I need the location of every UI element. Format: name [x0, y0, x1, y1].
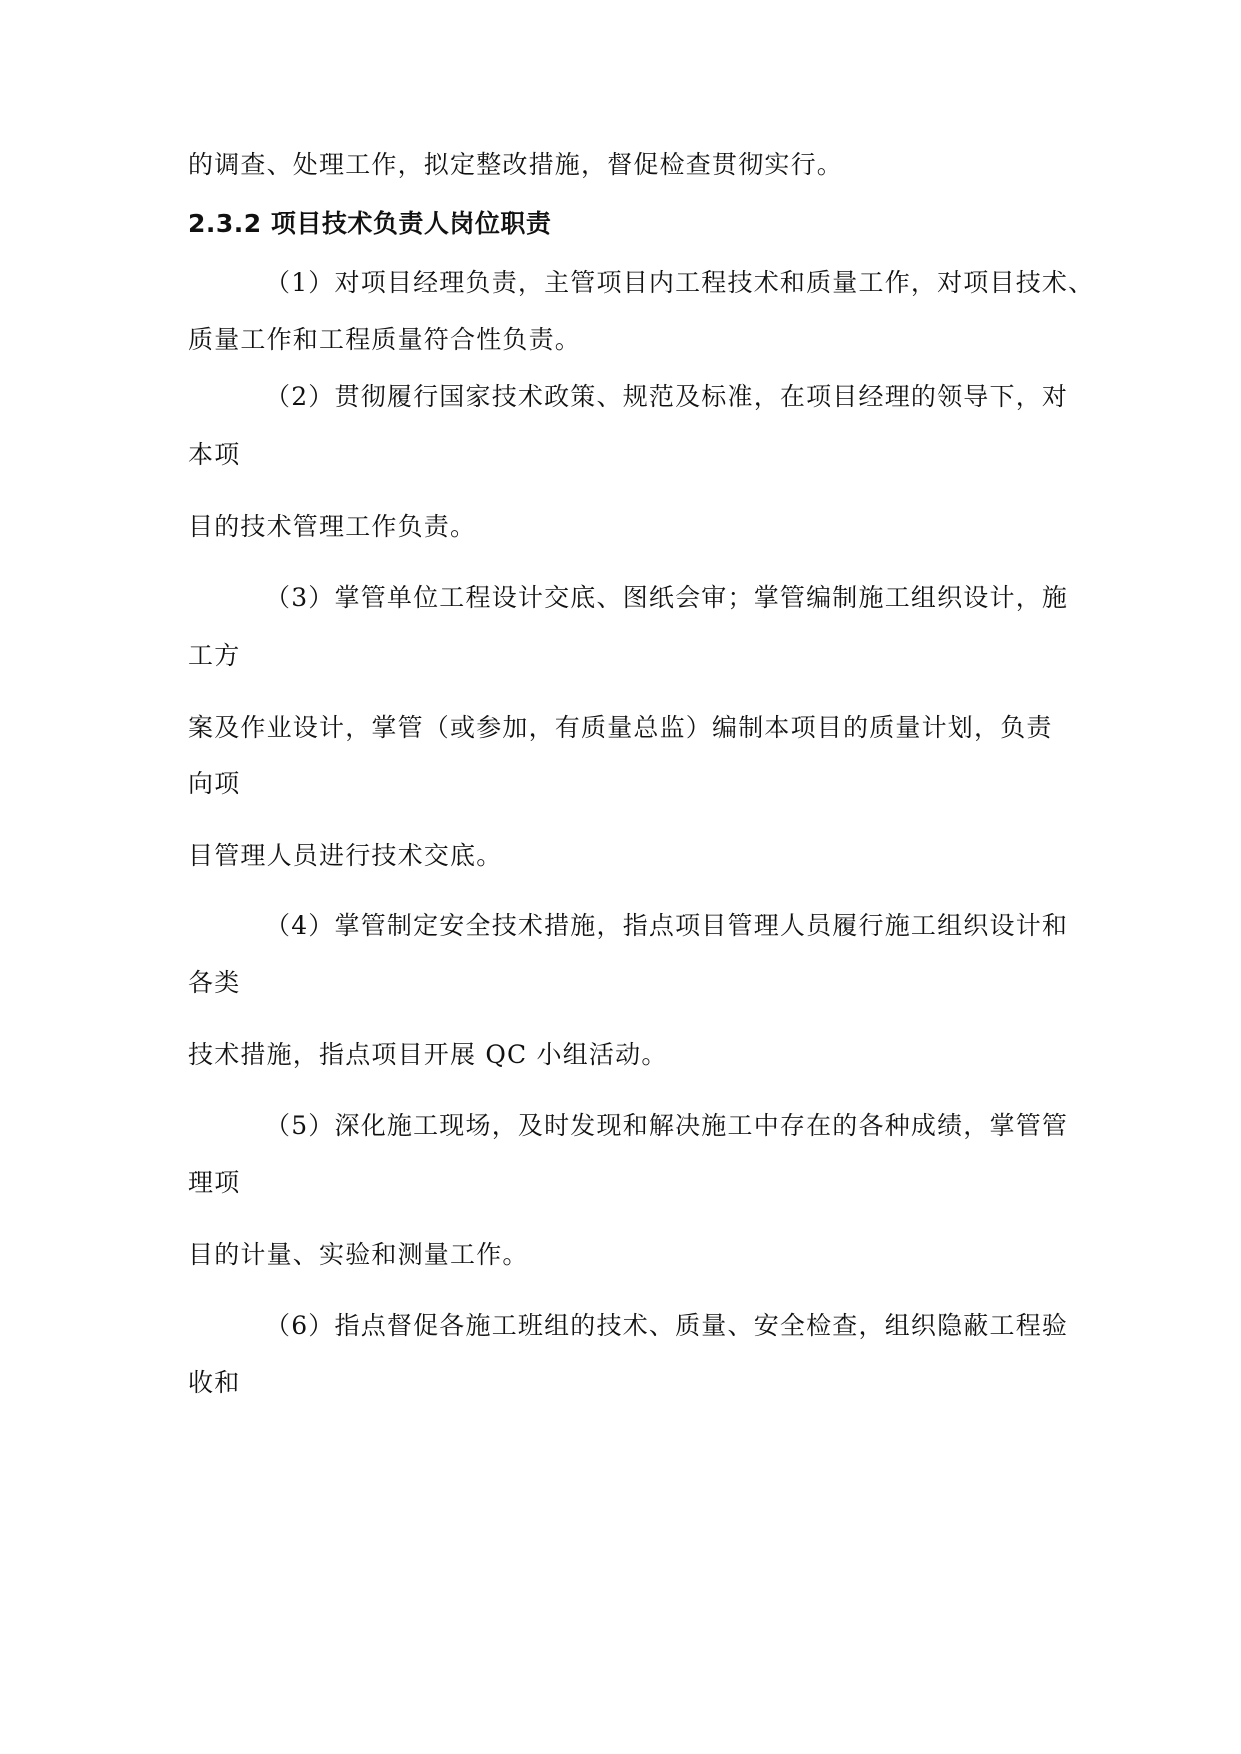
item-4-line-3: 技术措施，指点项目开展 QC 小组活动。 — [188, 1040, 668, 1069]
item-6-line-1: （6）指点督促各施工班组的技术、质量、安全检查，组织隐蔽工程验 — [265, 1311, 1069, 1340]
item-1-line-2: 质量工作和工程质量符合性负责。 — [188, 325, 582, 354]
section-heading: 2.3.2 项目技术负责人岗位职责 — [188, 209, 552, 238]
item-1-line-1: （1）对项目经理负责，主管项目内工程技术和质量工作，对项目技术、 — [265, 268, 1095, 297]
item-2-line-3: 目的技术管理工作负责。 — [188, 512, 477, 541]
item-3-line-1: （3）掌管单位工程设计交底、图纸会审；掌管编制施工组织设计，施 — [265, 583, 1069, 612]
item-5-line-3: 目的计量、实验和测量工作。 — [188, 1240, 529, 1269]
item-3-line-2: 工方 — [188, 641, 241, 670]
item-3-line-3: 案及作业设计，掌管（或参加，有质量总监）编制本项目的质量计划，负责 — [188, 713, 1053, 742]
item-3-line-5: 目管理人员进行技术交底。 — [188, 841, 503, 870]
item-2-line-1: （2）贯彻履行国家技术政策、规范及标准，在项目经理的领导下，对 — [265, 382, 1069, 411]
item-2-line-2: 本项 — [188, 440, 241, 469]
item-5-line-1: （5）深化施工现场，及时发现和解决施工中存在的各种成绩，掌管管 — [265, 1111, 1069, 1140]
item-3-line-4: 向项 — [188, 769, 241, 798]
item-5-line-2: 理项 — [188, 1168, 241, 1197]
item-4-line-1: （4）掌管制定安全技术措施，指点项目管理人员履行施工组织设计和 — [265, 911, 1069, 940]
continuation-line: 的调查、处理工作，拟定整改措施，督促检查贯彻实行。 — [188, 150, 844, 179]
item-6-line-2: 收和 — [188, 1368, 241, 1397]
item-4-line-2: 各类 — [188, 968, 241, 997]
